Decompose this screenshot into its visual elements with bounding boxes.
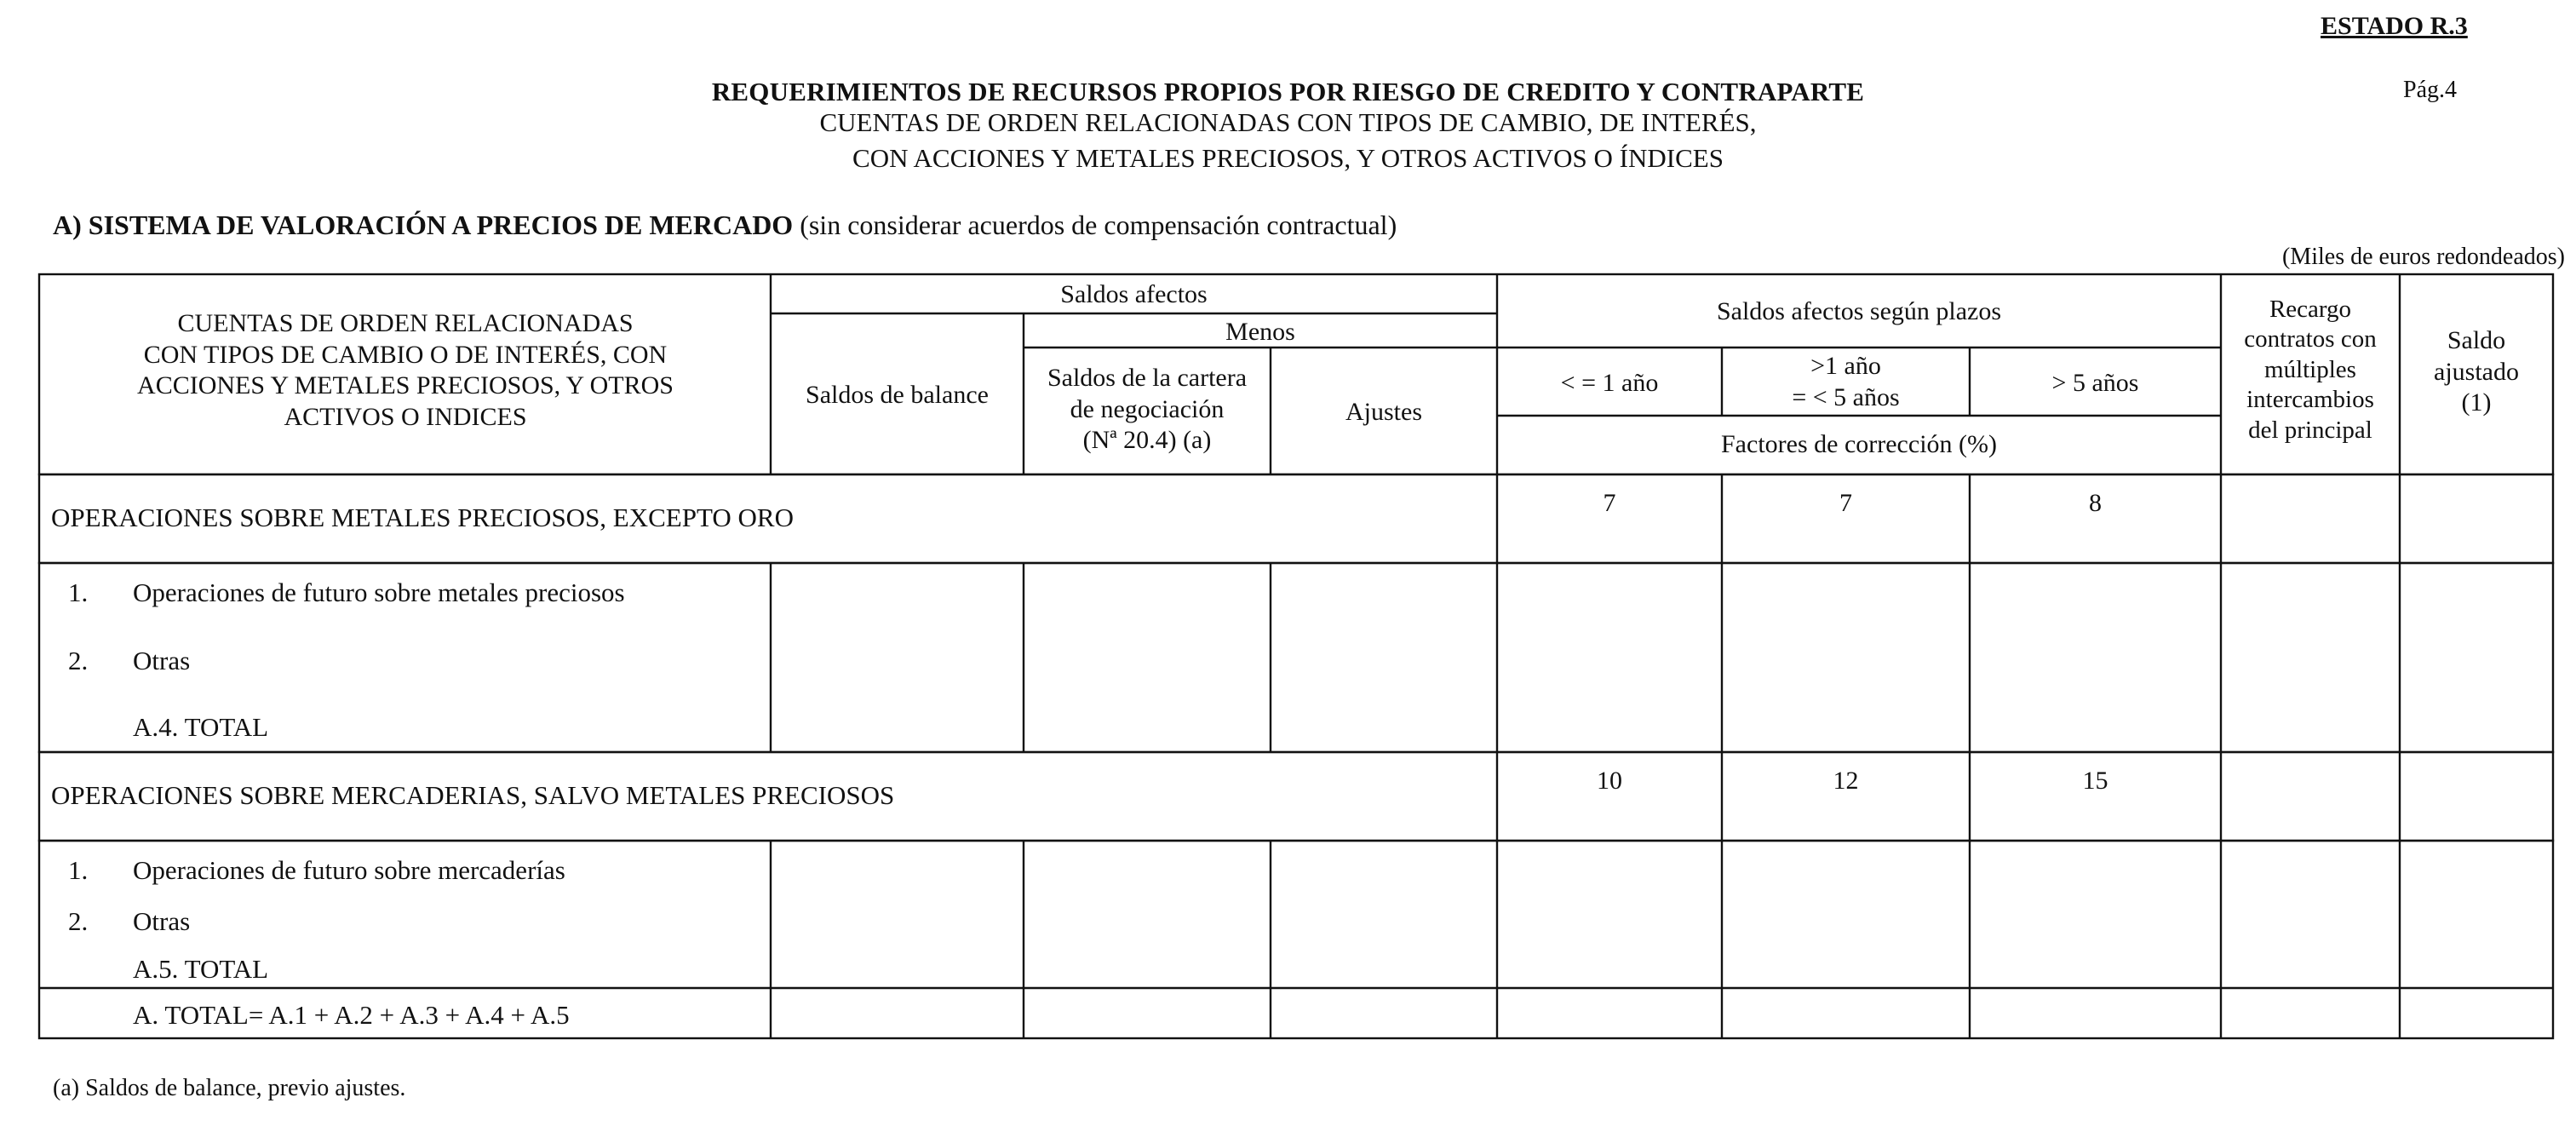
header-saldos-cartera-line-1: Saldos de la cartera <box>1047 364 1248 392</box>
header-saldos-afectos: Saldos afectos <box>1060 280 1208 308</box>
row-label: Otras <box>133 646 191 675</box>
header-account-line-2: CON TIPOS DE CAMBIO O DE INTERÉS, CON <box>143 340 668 369</box>
header-saldo-ajustado-line-1: Saldo <box>2447 326 2506 354</box>
header-account-line-1: CUENTAS DE ORDEN RELACIONADAS <box>177 309 634 337</box>
header-saldo-ajustado <box>2400 325 2553 419</box>
header-recargo-line-3: múltiples <box>2264 355 2356 383</box>
factor-plazo-1: 10 <box>1597 767 1622 795</box>
header-saldo-ajustado-line-3: (1) <box>2461 388 2492 417</box>
header-saldo-ajustado-line-2: ajustado <box>2434 357 2519 386</box>
page-number: Pág.4 <box>2403 77 2457 103</box>
header-plazo-3: > 5 años <box>2051 369 2139 397</box>
row-label: Otras <box>133 906 191 936</box>
factor-plazo-2: 12 <box>1833 767 1859 795</box>
header-recargo-line-2: contratos con <box>2244 325 2377 353</box>
row-number: 1. <box>68 855 89 885</box>
section-heading-note: (sin considerar acuerdos de compensación contractual) <box>793 210 1397 240</box>
header-ajustes: Ajustes <box>1345 398 1422 426</box>
factor-plazo-3: 8 <box>2089 489 2102 517</box>
header-menos: Menos <box>1225 318 1295 346</box>
header-recargo-line-1: Recargo <box>2269 296 2352 323</box>
row-number: 1. <box>68 577 89 607</box>
row-label: Operaciones de futuro sobre metales preciosos <box>133 577 625 607</box>
header-account-line-3: ACCIONES Y METALES PRECIOSOS, Y OTROS <box>137 371 674 400</box>
row-total-label: A.5. TOTAL <box>133 954 269 984</box>
factor-plazo-3: 15 <box>2082 767 2108 795</box>
units-note: (Miles de euros redondeados) <box>2281 244 2565 270</box>
row-number: 2. <box>68 906 89 936</box>
header-plazo-2-line-2: = < 5 años <box>1792 382 1900 411</box>
header-plazo-1: < = 1 año <box>1560 369 1659 397</box>
header-plazo-2 <box>1722 351 1970 413</box>
footnote: (a) Saldos de balance, previo ajustes. <box>53 1075 406 1101</box>
header-plazo-2-line-1: >1 año <box>1810 352 1881 380</box>
header-account-line-4: ACTIVOS O INDICES <box>284 402 527 431</box>
group-title-metales: OPERACIONES SOBRE METALES PRECIOSOS, EXCEPTO ORO <box>51 503 794 532</box>
header-recargo-line-5: del principal <box>2248 416 2372 444</box>
header-saldos-plazos: Saldos afectos según plazos <box>1716 297 2002 325</box>
group-title-mercaderias: OPERACIONES SOBRE MERCADERIAS, SALVO METALES PRECIOSOS <box>51 780 895 810</box>
row-label: Operaciones de futuro sobre mercaderías <box>133 855 565 885</box>
header-recargo <box>2221 295 2400 445</box>
grand-total-label: A. TOTAL= A.1 + A.2 + A.3 + A.4 + A.5 <box>133 1000 570 1030</box>
row-total-label: A.4. TOTAL <box>133 712 269 742</box>
header-saldos-balance: Saldos de balance <box>806 381 989 409</box>
document-subtitle-line-2: CON ACCIONES Y METALES PRECIOSOS, Y OTROS ACTIVOS O ÍNDICES <box>852 143 1724 173</box>
header-saldos-cartera <box>1024 363 1271 457</box>
estado-label: ESTADO R.3 <box>2321 12 2468 40</box>
header-account-column <box>43 308 768 433</box>
header-saldos-cartera-line-2: de negociación <box>1070 394 1225 423</box>
document-title: REQUERIMIENTOS DE RECURSOS PROPIOS POR RIESGO DE CREDITO Y CONTRAPARTE <box>711 77 1865 106</box>
header-factores: Factores de corrección (%) <box>1721 430 1997 458</box>
section-heading-bold: A) SISTEMA DE VALORACIÓN A PRECIOS DE MERCADO <box>53 210 794 240</box>
document-subtitle-line-1: CUENTAS DE ORDEN RELACIONADAS CON TIPOS DE CAMBIO, DE INTERÉS, <box>819 107 1757 137</box>
row-number: 2. <box>68 646 89 675</box>
factor-plazo-1: 7 <box>1603 489 1616 517</box>
factor-plazo-2: 7 <box>1839 489 1852 517</box>
header-recargo-line-4: intercambios <box>2246 386 2374 414</box>
header-saldos-cartera-line-3: (Nª 20.4) (a) <box>1082 426 1212 455</box>
